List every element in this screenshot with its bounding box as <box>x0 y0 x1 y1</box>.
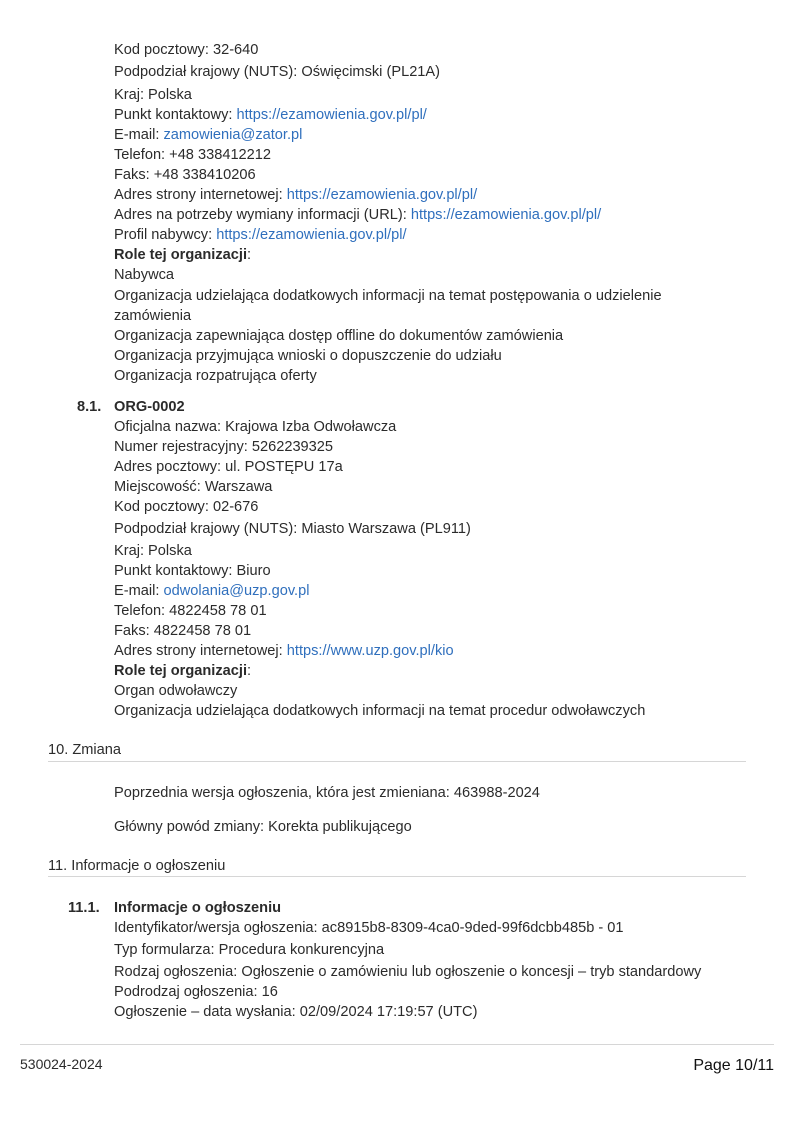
role-item: Nabywca <box>114 267 175 283</box>
contact-point: Punkt kontaktowy: Biuro <box>114 563 271 579</box>
section-divider <box>48 876 746 877</box>
section-title-amendment: 10. Zmiana <box>48 742 122 758</box>
footer-divider <box>20 1044 774 1045</box>
notice-subtype: Podrodzaj ogłoszenia: 16 <box>114 984 278 1000</box>
email <box>114 126 302 144</box>
website-label: Adres strony internetowej: <box>114 187 287 203</box>
notice-type: Rodzaj ogłoszenia: Ogłoszenie o zamówieniu lub ogłoszenie o koncesji – tryb standardowy <box>114 964 702 980</box>
role-item: Organizacja udzielająca dodatkowych informacji na temat postępowania o udzielenie <box>114 288 662 304</box>
roles-heading <box>114 246 251 264</box>
website-label: Adres strony internetowej: <box>114 643 287 659</box>
website-link[interactable]: https://ezamowienia.gov.pl/pl/ <box>286 187 478 203</box>
contact-point-label: Punkt kontaktowy: <box>114 107 237 123</box>
exchange-url-label: Adres na potrzeby wymiany informacji (URL): <box>114 207 411 223</box>
nuts-code: Podpodział krajowy (NUTS): Miasto Warszawa (PL911) <box>114 521 471 537</box>
notice-identifier: Identyfikator/wersja ogłoszenia: ac8915b8-8309-4ca0-9ded-99f6dcbb485b - 01 <box>114 920 624 936</box>
country: Kraj: Polska <box>114 543 192 559</box>
org-title: ORG-0002 <box>114 399 185 415</box>
roles-heading-label: Role tej organizacji <box>114 247 247 263</box>
contact-point-link[interactable]: https://ezamowienia.gov.pl/pl/ <box>236 107 427 123</box>
registration-number: Numer rejestracyjny: 5262239325 <box>114 439 334 455</box>
footer-notice-id: 530024-2024 <box>20 1056 103 1072</box>
change-reason: Główny powód zmiany: Korekta publikującego <box>114 819 412 835</box>
dispatch-date: Ogłoszenie – data wysłania: 02/09/2024 17:19:57 (UTC) <box>114 1004 478 1020</box>
email-label: E-mail: <box>114 127 164 143</box>
email-link[interactable]: zamowienia@zator.pl <box>163 127 303 143</box>
role-item: Organizacja rozpatrująca oferty <box>114 368 317 384</box>
role-item: zamówienia <box>114 308 192 324</box>
country: Kraj: Polska <box>114 87 192 103</box>
website <box>114 186 477 204</box>
section-divider <box>48 761 746 762</box>
previous-version: Poprzednia wersja ogłoszenia, która jest zmieniana: 463988-2024 <box>114 785 540 801</box>
section-title-notice-info: 11. Informacje o ogłoszeniu <box>48 858 226 874</box>
buyer-profile <box>114 226 407 244</box>
website-link[interactable]: https://www.uzp.gov.pl/kio <box>286 643 454 659</box>
contact-point <box>114 106 427 124</box>
buyer-profile-label: Profil nabywcy: <box>114 227 217 243</box>
role-item: Organizacja przyjmująca wnioski o dopuszczenie do udziału <box>114 348 502 364</box>
email-label: E-mail: <box>114 583 164 599</box>
email <box>114 582 309 600</box>
form-type: Typ formularza: Procedura konkurencyjna <box>114 942 385 958</box>
role-item: Organizacja udzielająca dodatkowych informacji na temat procedur odwoławczych <box>114 703 646 719</box>
roles-heading-label: Role tej organizacji <box>114 663 247 679</box>
postal-code: Kod pocztowy: 32-640 <box>114 42 259 58</box>
email-link[interactable]: odwolania@uzp.gov.pl <box>163 583 310 599</box>
roles-heading-colon: : <box>247 247 252 263</box>
exchange-url-link[interactable]: https://ezamowienia.gov.pl/pl/ <box>410 207 602 223</box>
fax: Faks: +48 338410206 <box>114 167 256 183</box>
website <box>114 642 454 660</box>
role-item: Organ odwoławczy <box>114 683 238 699</box>
subsection-number: 11.1. <box>68 900 100 916</box>
org-number: 8.1. <box>77 399 102 415</box>
city: Miejscowość: Warszawa <box>114 479 273 495</box>
role-item: Organizacja zapewniająca dostęp offline do dokumentów zamówienia <box>114 328 564 344</box>
buyer-profile-link[interactable]: https://ezamowienia.gov.pl/pl/ <box>216 227 407 243</box>
postal-address: Adres pocztowy: ul. POSTĘPU 17a <box>114 459 343 475</box>
phone: Telefon: +48 338412212 <box>114 147 272 163</box>
exchange-url <box>114 206 601 224</box>
roles-heading-colon: : <box>247 663 252 679</box>
official-name: Oficjalna nazwa: Krajowa Izba Odwoławcza <box>114 419 397 435</box>
roles-heading <box>114 662 251 680</box>
fax: Faks: 4822458 78 01 <box>114 623 252 639</box>
nuts-code: Podpodział krajowy (NUTS): Oświęcimski (PL21A) <box>114 64 441 80</box>
subsection-title: Informacje o ogłoszeniu <box>114 900 282 916</box>
page-number: Page 10/11 <box>693 1057 774 1074</box>
postal-code: Kod pocztowy: 02-676 <box>114 499 259 515</box>
phone: Telefon: 4822458 78 01 <box>114 603 267 619</box>
